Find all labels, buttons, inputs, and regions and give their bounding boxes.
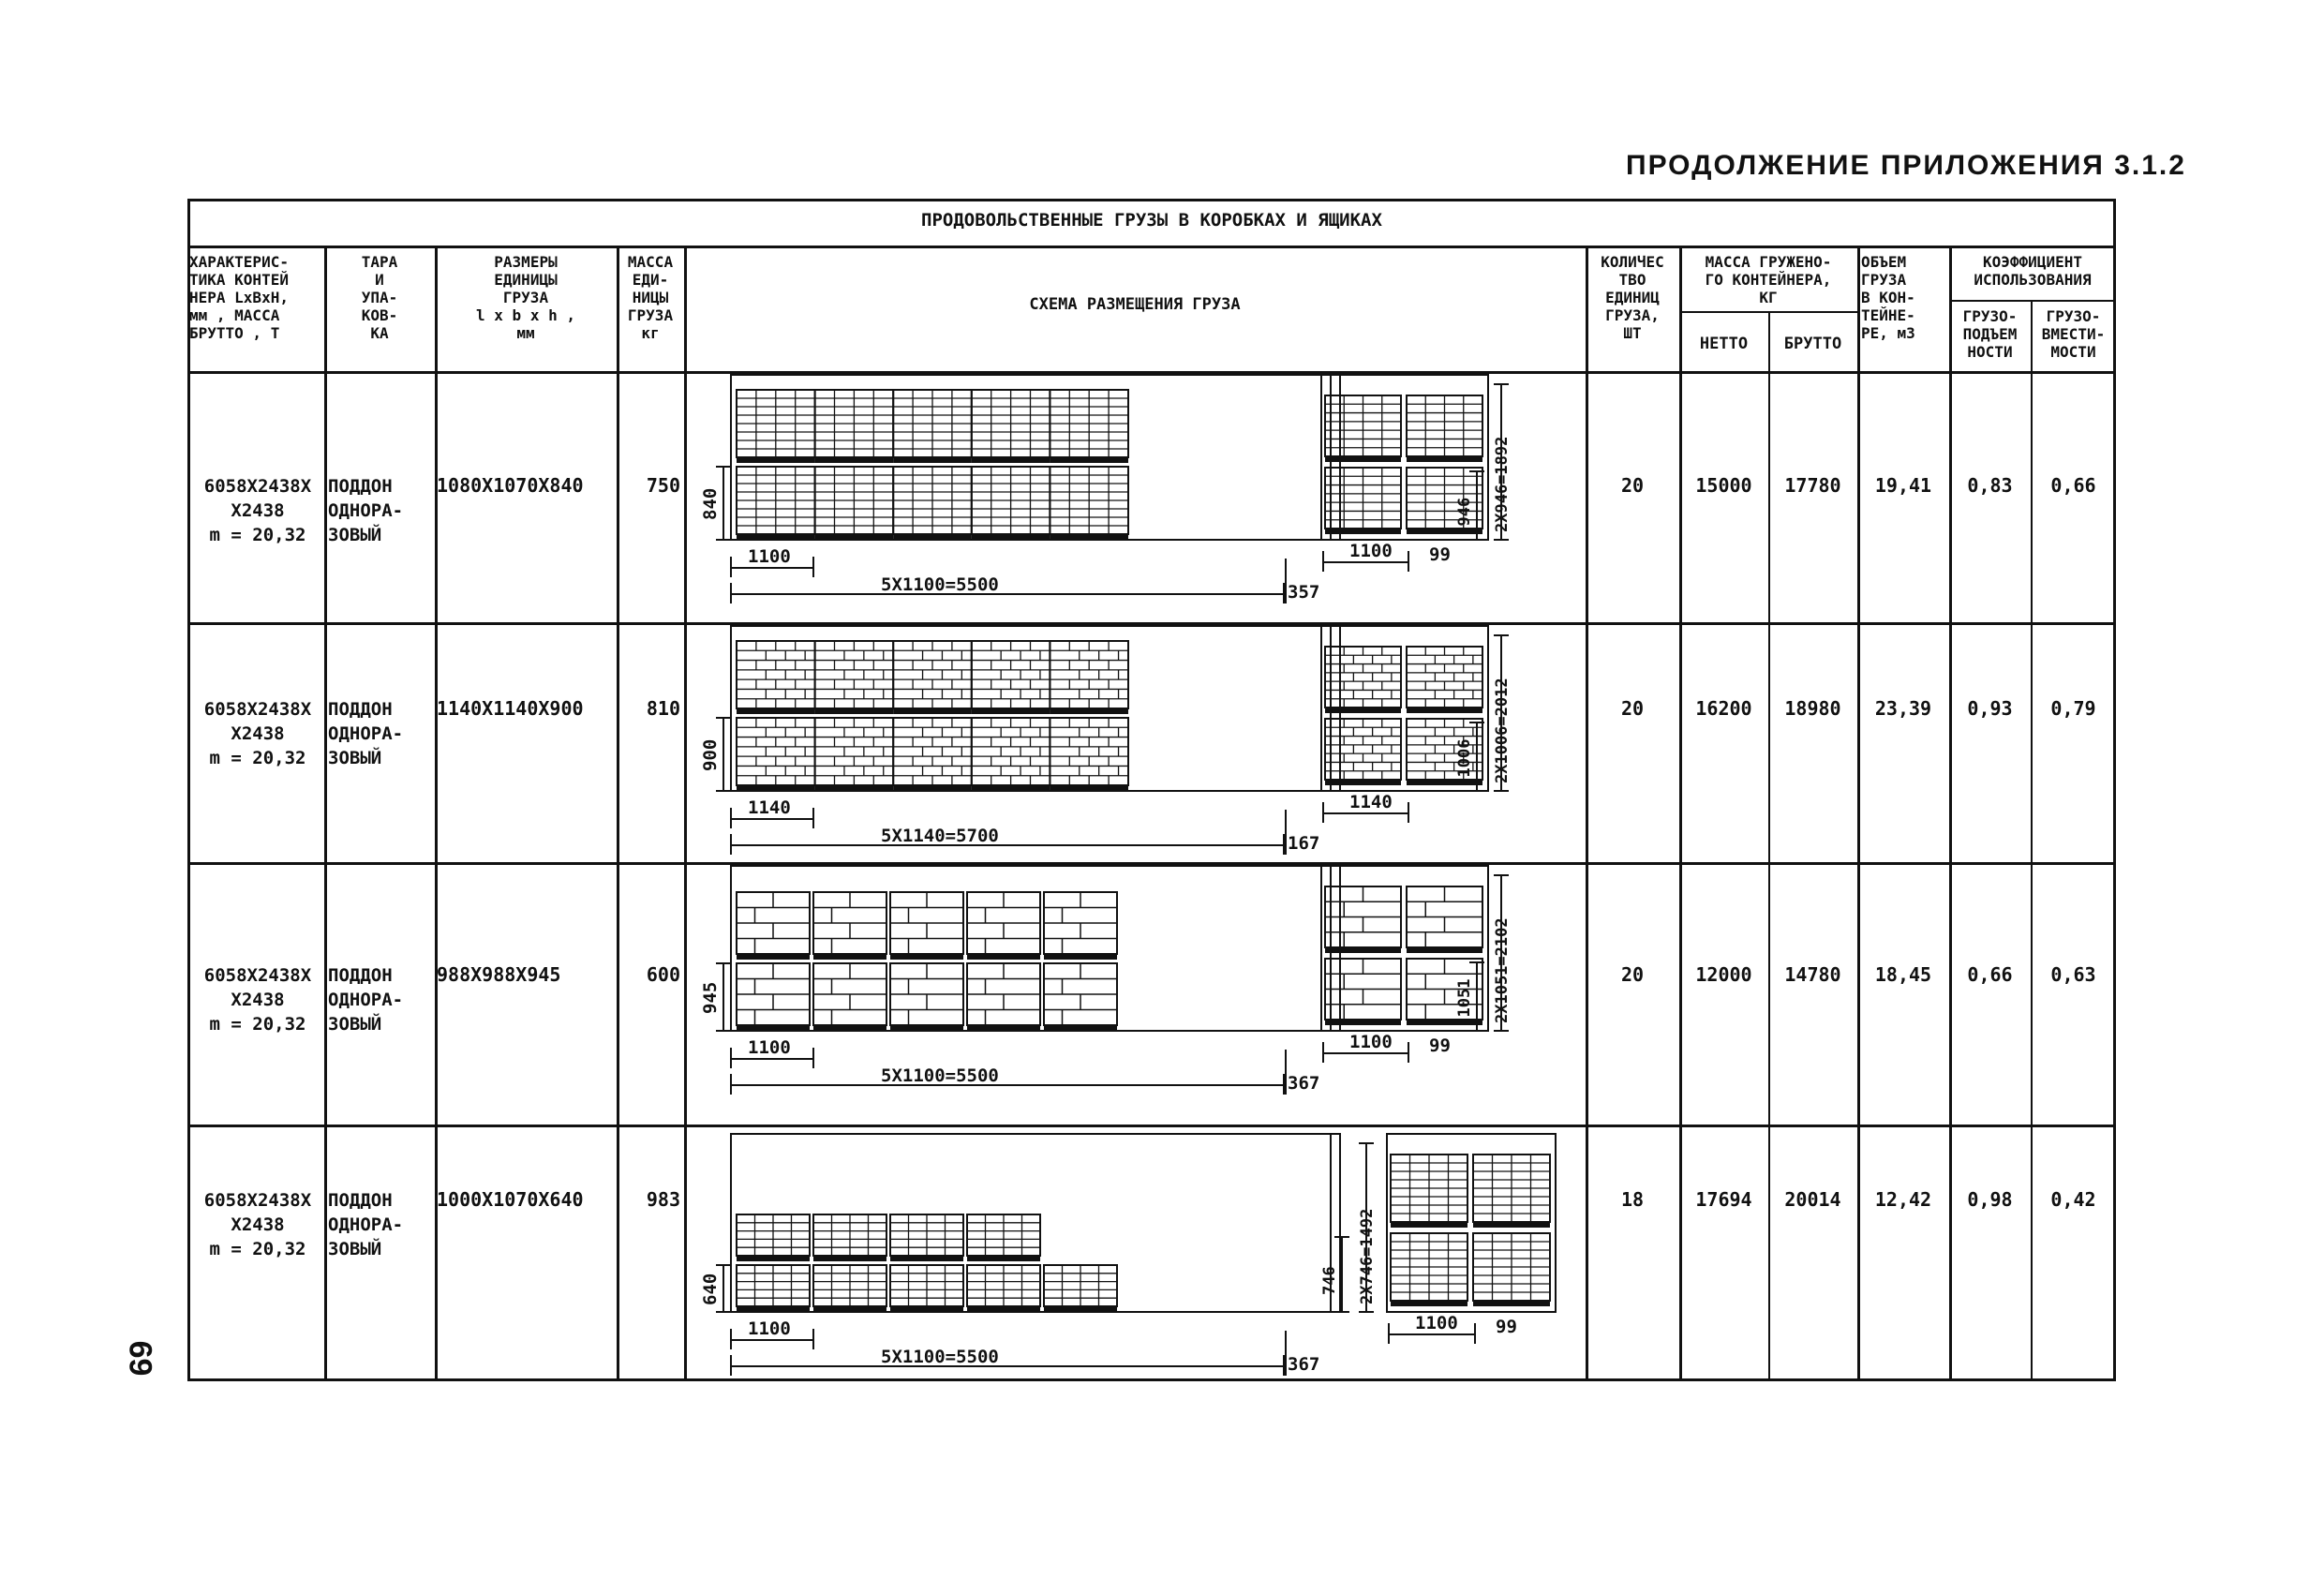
- side-total-label: 2X946=1892: [1493, 436, 1512, 532]
- height-dimension-label: 640: [700, 1273, 721, 1305]
- side-unit-label: 1100: [1349, 1032, 1393, 1052]
- side-height-label: 746: [1320, 1266, 1339, 1295]
- row-packaging: ПОДДОН ОДНОРА- ЗОВЫЙ: [328, 965, 404, 1035]
- page-number: 69: [122, 1340, 158, 1377]
- row-quantity: 20: [1620, 963, 1645, 986]
- row-unit-mass: 600: [646, 963, 680, 986]
- row-coef-cap: 0,66: [2050, 474, 2096, 497]
- row-coef-cap: 0,79: [2050, 697, 2096, 720]
- row-coef-cap: 0,63: [2050, 963, 2096, 986]
- row-quantity: 18: [1620, 1188, 1645, 1211]
- side-total-label: 2X1051=2102: [1493, 917, 1512, 1023]
- header-gross: БРУТТО: [1783, 335, 1842, 353]
- gap-label: 367: [1288, 1073, 1320, 1094]
- row-volume: 12,42: [1874, 1188, 1932, 1211]
- row-net-mass: 15000: [1695, 474, 1752, 497]
- row-net-mass: 17694: [1695, 1188, 1752, 1211]
- row-unit-mass: 810: [646, 697, 680, 720]
- side-gap-label: 99: [1429, 1035, 1451, 1056]
- header-quantity: КОЛИЧЕС ТВО ЕДИНИЦ ГРУЗА, ШТ: [1601, 253, 1664, 342]
- row-container-spec: 6058X2438X X2438 m = 20,32: [203, 476, 312, 545]
- height-dimension-label: 840: [700, 487, 721, 520]
- header-coef-group: КОЭФФИЦИЕНТ ИСПОЛЬЗОВАНИЯ: [1974, 253, 2092, 289]
- total-length-label: 5X1100=5500: [881, 1347, 999, 1367]
- row-packaging: ПОДДОН ОДНОРА- ЗОВЫЙ: [328, 699, 404, 768]
- unit-length-label: 1100: [748, 546, 791, 567]
- header-scheme: СХЕМА РАЗМЕЩЕНИЯ ГРУЗА: [1029, 295, 1241, 314]
- appendix-title: ПРОДОЛЖЕНИЕ ПРИЛОЖЕНИЯ 3.1.2: [1626, 150, 2186, 181]
- total-length-label: 5X1100=5500: [881, 1065, 999, 1086]
- unit-length-label: 1140: [748, 797, 791, 818]
- side-unit-label: 1100: [1349, 541, 1393, 561]
- header-coef-cap: ГРУЗО- ВМЕСТИ- МОСТИ: [2041, 307, 2106, 361]
- row-dimensions: 1140X1140X900: [437, 697, 584, 720]
- header-packaging: ТАРА И УПА- КОВ- КА: [361, 253, 398, 342]
- header-net: НЕТТО: [1699, 335, 1749, 353]
- row-dimensions: 1000X1070X640: [437, 1188, 584, 1211]
- cargo-table: [187, 199, 2116, 1381]
- header-mass-group: МАССА ГРУЖЕНО- ГО КОНТЕЙНЕРА, КГ: [1705, 253, 1832, 306]
- row-volume: 19,41: [1874, 474, 1932, 497]
- total-length-label: 5X1100=5500: [881, 574, 999, 595]
- row-container-spec: 6058X2438X X2438 m = 20,32: [203, 699, 312, 768]
- side-gap-label: 99: [1429, 544, 1451, 565]
- row-coef-lift: 0,66: [1967, 963, 2013, 986]
- header-container: ХАРАКТЕРИС- ТИКА КОНТЕЙ НЕРА LxBxH, мм , МАССА БРУТТО , Т: [189, 253, 289, 342]
- height-dimension-label: 900: [700, 738, 721, 771]
- side-height-label: 1006: [1455, 738, 1474, 778]
- row-coef-lift: 0,98: [1967, 1188, 2013, 1211]
- header-volume: ОБЪЕМ ГРУЗА В КОН- ТЕЙНЕ- РЕ, м3: [1861, 253, 1915, 342]
- side-height-label: 946: [1455, 497, 1474, 527]
- loading-schemes: [187, 199, 2116, 1381]
- side-gap-label: 99: [1496, 1317, 1517, 1337]
- height-dimension-label: 945: [700, 981, 721, 1014]
- row-dimensions: 988X988X945: [437, 963, 561, 986]
- row-quantity: 20: [1620, 474, 1645, 497]
- unit-length-label: 1100: [748, 1037, 791, 1058]
- row-gross-mass: 20014: [1784, 1188, 1841, 1211]
- header-dimensions: РАЗМЕРЫ ЕДИНИЦЫ ГРУЗА l x b x h , мм: [476, 253, 575, 342]
- side-total-label: 2X746=1492: [1358, 1208, 1377, 1304]
- gap-label: 357: [1288, 582, 1320, 603]
- container-long-view: [731, 866, 1340, 1031]
- row-container-spec: 6058X2438X X2438 m = 20,32: [203, 965, 312, 1035]
- row-gross-mass: 17780: [1784, 474, 1841, 497]
- side-height-label: 1051: [1455, 978, 1474, 1018]
- section-title: ПРОДОВОЛЬСТВЕННЫЕ ГРУЗЫ В КОРОБКАХ И ЯЩИКАХ: [921, 210, 1382, 231]
- row-net-mass: 16200: [1695, 697, 1752, 720]
- row-packaging: ПОДДОН ОДНОРА- ЗОВЫЙ: [328, 476, 404, 545]
- row-unit-mass: 983: [646, 1188, 680, 1211]
- total-length-label: 5X1140=5700: [881, 826, 999, 846]
- row-unit-mass: 750: [646, 474, 680, 497]
- side-total-label: 2X1006=2012: [1493, 678, 1512, 783]
- unit-length-label: 1100: [748, 1318, 791, 1339]
- row-quantity: 20: [1620, 697, 1645, 720]
- row-container-spec: 6058X2438X X2438 m = 20,32: [203, 1190, 312, 1259]
- side-unit-label: 1100: [1415, 1313, 1458, 1333]
- side-unit-label: 1140: [1349, 792, 1393, 812]
- row-coef-lift: 0,93: [1967, 697, 2013, 720]
- row-coef-lift: 0,83: [1967, 474, 2013, 497]
- row-dimensions: 1080X1070X840: [437, 474, 584, 497]
- row-gross-mass: 18980: [1784, 697, 1841, 720]
- row-gross-mass: 14780: [1784, 963, 1841, 986]
- header-unit-mass: МАССА ЕДИ- НИЦЫ ГРУЗА кг: [627, 253, 674, 342]
- header-coef-lift: ГРУЗО- ПОДЪЕМ НОСТИ: [1962, 307, 2018, 361]
- row-volume: 23,39: [1874, 697, 1932, 720]
- gap-label: 167: [1288, 833, 1320, 854]
- gap-label: 367: [1288, 1354, 1320, 1375]
- row-packaging: ПОДДОН ОДНОРА- ЗОВЫЙ: [328, 1190, 404, 1259]
- row-volume: 18,45: [1874, 963, 1932, 986]
- row-net-mass: 12000: [1695, 963, 1752, 986]
- row-coef-cap: 0,42: [2050, 1188, 2096, 1211]
